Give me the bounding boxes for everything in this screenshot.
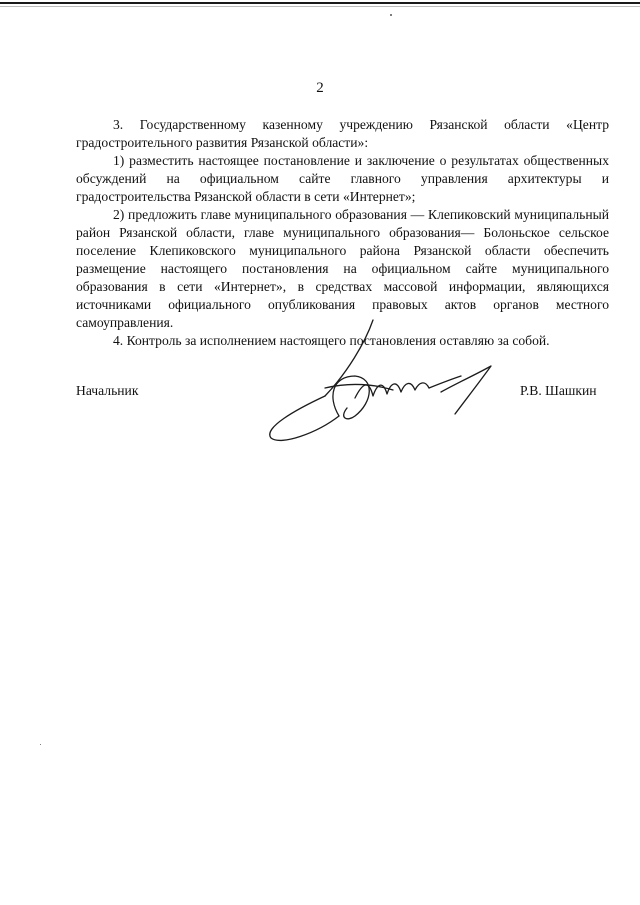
signatory-title: Начальник <box>76 383 139 398</box>
signatory-name: Р.В. Шашкин <box>520 383 597 398</box>
scan-edge-line-faint <box>0 6 640 7</box>
scan-speck <box>390 14 392 16</box>
paragraph-3-2: 2) предложить главе муниципального образования — Клепиковский муниципальный район Рязанской области, главе муниципального образования— Болоньское сельское поселение Клепиковского муниципального района Рязанской области обеспечить размещение настоящего постановления на официальном сайте муниципального образования в сети «Интернет», в средствах массовой информации, являющихся источниками официального опубликования правовых актов органов местного самоуправления. <box>76 207 609 330</box>
document-body <box>76 116 609 350</box>
scan-speck <box>40 744 41 745</box>
scan-edge-line <box>0 2 640 4</box>
paragraph-4: 4. Контроль за исполнением настоящего постановления оставляю за собой. <box>113 333 550 348</box>
paragraph-3-1: 1) разместить настоящее постановление и заключение о результатах общественных обсуждений на официальном сайте главного управления архитектуры и градостроительства Рязанской области в сети «Интернет»; <box>76 153 609 204</box>
paragraph-3: 3. Государственному казенному учреждению Рязанской области «Центр градостроительного развития Рязанской области»: <box>76 117 609 150</box>
page-number: 2 <box>316 80 324 96</box>
handwritten-signature <box>255 318 525 448</box>
